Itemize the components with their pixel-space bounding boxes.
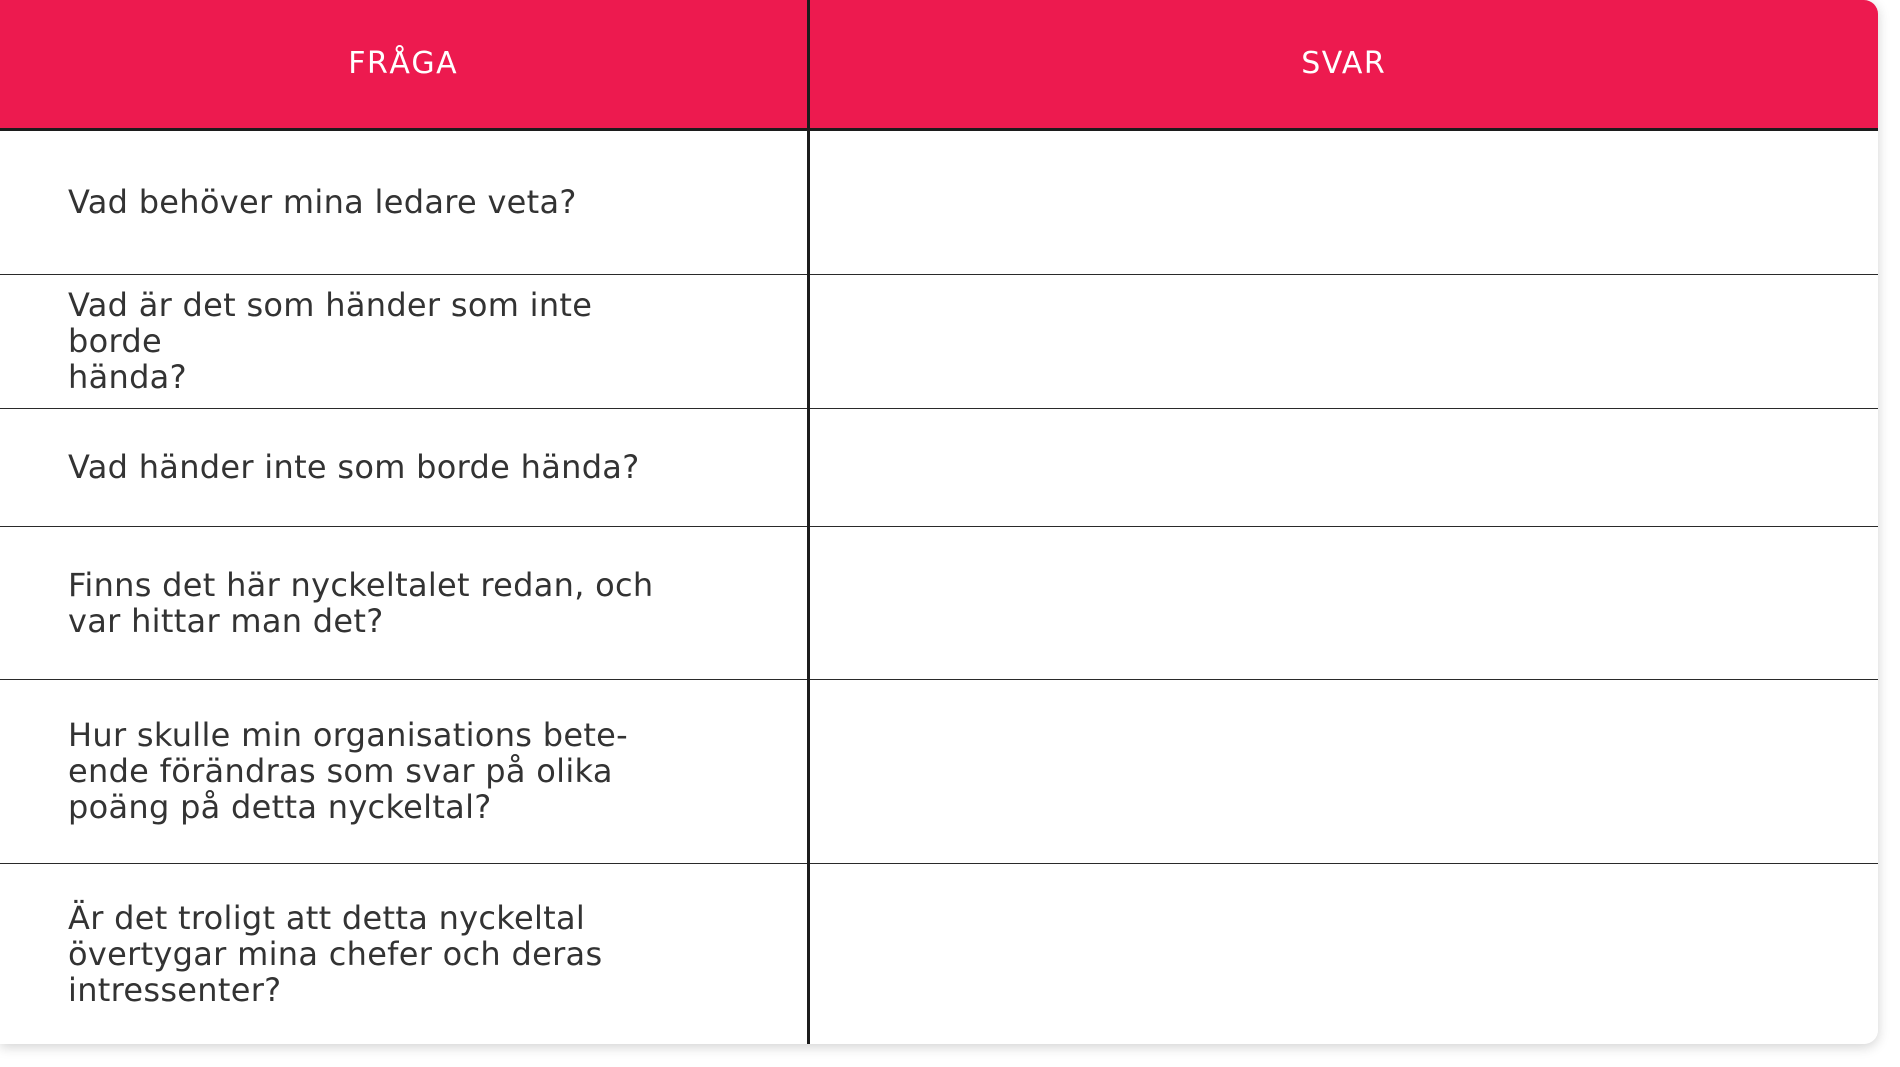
answer-cell	[808, 274, 1878, 408]
answer-cell	[808, 679, 1878, 863]
question-cell: Är det troligt att detta nyckeltal övertygar mina chefer och deras intressenter?	[0, 863, 808, 1044]
answer-cell	[808, 526, 1878, 679]
table-row	[0, 408, 1878, 526]
question-cell: Hur skulle min organisations bete- ende förändras som svar på olika poäng på detta nyckeltal?	[0, 679, 808, 863]
answer-cell	[808, 863, 1878, 1044]
table-row	[0, 129, 1878, 274]
table-row	[0, 274, 1878, 408]
table-header-row	[0, 0, 1878, 129]
question-cell: Vad är det som händer som inte borde hända?	[0, 274, 808, 408]
question-cell: Vad behöver mina ledare veta?	[0, 129, 808, 274]
header-answer: SVAR	[808, 0, 1878, 129]
header-question: FRÅGA	[0, 0, 808, 129]
table-row	[0, 526, 1878, 679]
question-cell: Vad händer inte som borde hända?	[0, 408, 808, 526]
table-row	[0, 679, 1878, 863]
question-cell: Finns det här nyckeltalet redan, och var hittar man det?	[0, 526, 808, 679]
answer-cell	[808, 408, 1878, 526]
answer-cell	[808, 129, 1878, 274]
table-row	[0, 863, 1878, 1044]
